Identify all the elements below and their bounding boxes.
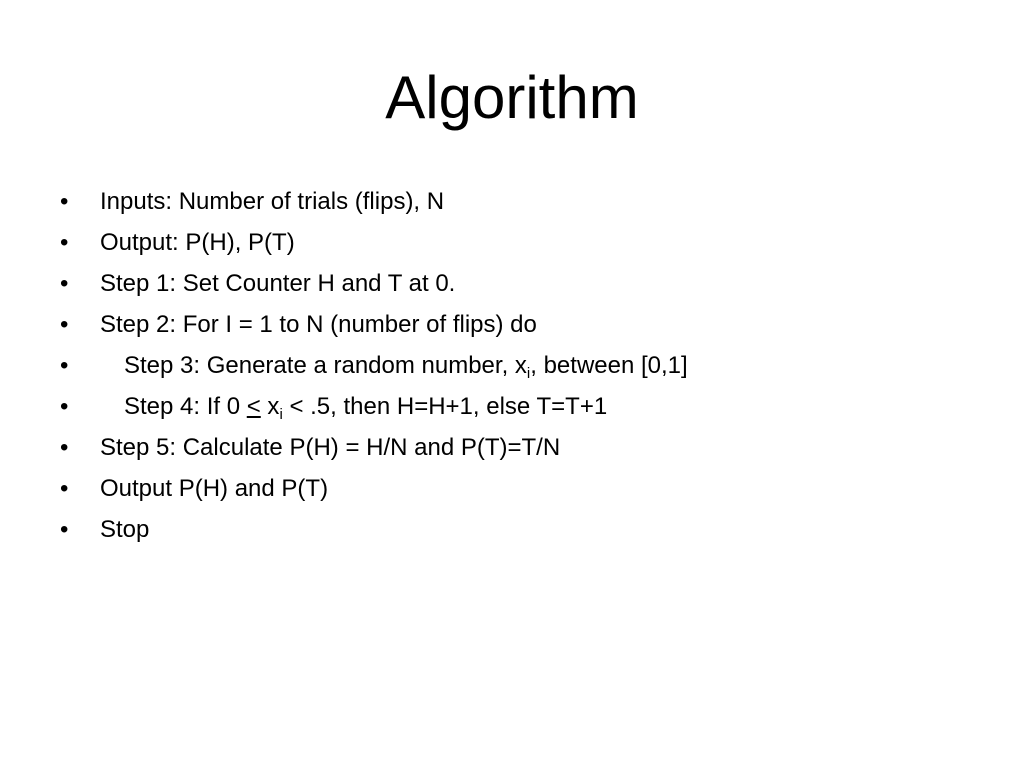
bullet-step-3 — [0, 348, 1024, 389]
less-equal-symbol: < — [246, 393, 261, 420]
bullet-output — [0, 225, 1024, 266]
step-3-text-end: , between [0,1] — [530, 352, 688, 379]
bullet-icon: • — [60, 270, 69, 297]
subscript-i: i — [526, 365, 531, 382]
bullet-text: Step 1: Set Counter H and T at 0. — [100, 270, 456, 297]
bullet-text: Output: P(H), P(T) — [100, 229, 295, 256]
bullet-icon: • — [60, 393, 69, 420]
bullet-step-2 — [0, 307, 1024, 348]
step-3-text-start: Step 3: Generate a random number, x — [124, 352, 527, 379]
step-4-text-start: Step 4: If 0 — [124, 393, 247, 420]
step-4-text-end: < .5, then H=H+1, else T=T+1 — [282, 393, 608, 420]
bullet-text: Stop — [100, 516, 150, 543]
bullet-icon: • — [60, 311, 69, 338]
bullet-icon: • — [60, 229, 69, 256]
bullet-icon: • — [60, 188, 69, 215]
bullet-text: Step 5: Calculate P(H) = H/N and P(T)=T/N — [100, 434, 561, 461]
bullet-output-result — [0, 471, 1024, 512]
slide-title: Algorithm — [385, 64, 639, 131]
bullet-list — [0, 184, 1024, 553]
bullet-text: Inputs: Number of trials (flips), N — [100, 188, 445, 215]
bullet-inputs — [0, 184, 1024, 225]
bullet-text: Step 2: For I = 1 to N (number of flips) do — [100, 311, 537, 338]
bullet-step-1 — [0, 266, 1024, 307]
bullet-icon: • — [60, 352, 69, 379]
subscript-i: i — [279, 406, 283, 423]
bullet-icon: • — [60, 475, 69, 502]
bullet-text — [124, 348, 688, 384]
bullet-icon: • — [60, 434, 69, 461]
bullet-step-5 — [0, 430, 1024, 471]
bullet-stop — [0, 512, 1024, 553]
step-4-text-mid: x — [260, 393, 280, 420]
bullet-icon: • — [60, 516, 69, 543]
bullet-text: Output P(H) and P(T) — [100, 475, 329, 502]
bullet-text — [124, 389, 607, 425]
bullet-step-4 — [0, 389, 1024, 430]
